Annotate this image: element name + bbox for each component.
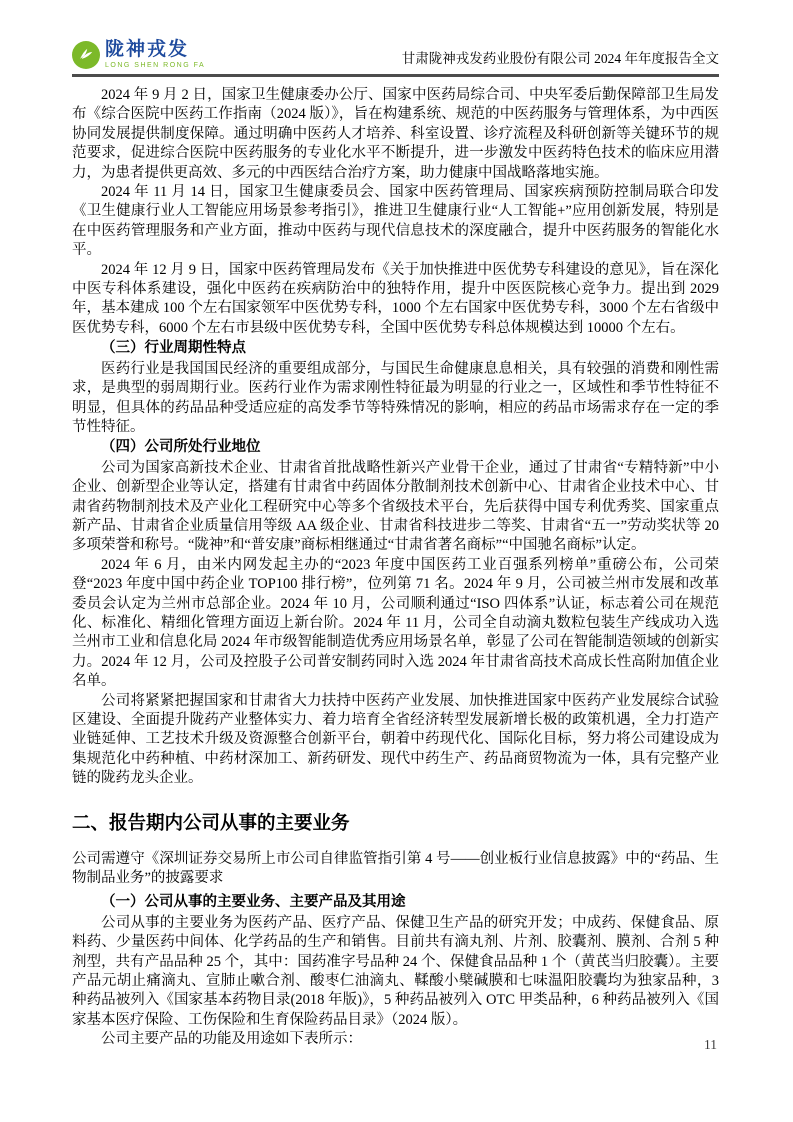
paragraph-policy-ai-health: 2024 年 11 月 14 日，国家卫生健康委员会、国家中医药管理局、国家疾病预防控制局联合印发《卫生健康行业人工智能应用场景参考指引》，推进卫生健康行业“人工智能+”应用创新发展，特别是在中医药管理服务和产业方面，推动中医药与现代信息技术的深度融合，提升中医药服务的智能化水平。 <box>72 184 719 259</box>
paragraph-disclosure-requirement: 公司需遵守《深圳证券交易所上市公司自律监管指引第 4 号——创业板行业信息披露》中的“药品、生物制品业务”的披露要求 <box>72 850 719 887</box>
paragraph-policy-hospital-guide: 2024 年 9 月 2 日，国家卫生健康委办公厅、国家中医药局综合司、中央军委后勤保障部卫生局发布《综合医院中医药工作指南（2024 版）》，旨在构建系统、规范的中医药服务与管理体系，为中西医协同发展提供制度保障。通过明确中医药人才培养、科室设置、诊疗流程及科研创新等关键环节的规范要求，促进综合医院中医药服务的专业化水平不断提升，进一步激发中医药特色技术的临床应用潜力，为患者提供更高效、多元的中西医结合治疗方案，助力健康中国战略落地实施。 <box>72 87 719 181</box>
paragraph-company-honors: 公司为国家高新技术企业、甘肃省首批战略性新兴产业骨干企业，通过了甘肃省“专精特新”中小企业、创新型企业等认定，搭建有甘肃省中药固体分散制剂技术创新中心、甘肃省企业技术中心、甘肃省药物制剂技术及产业化工程研究中心等多个省级技术平台，先后获得中国专利优秀奖、国家重点新产品、甘肃省企业质量信用等级 AA 级企业、甘肃省科技进步二等奖、甘肃省“五一”劳动奖状等 20 多项荣誉和称号。“陇神”和“普安康”商标相继通过“甘肃省著名商标”“中国驰名商标”认定。 <box>72 459 719 554</box>
heading-industry-cycle: （三）行业周期性特点 <box>101 340 246 357</box>
heading-business-products: （一）公司从事的主要业务、主要产品及其用途 <box>101 894 406 911</box>
paragraph-industry-cycle: 医药行业是我国国民经济的重要组成部分，与国民生命健康息息相关，具有较强的消费和刚性需求，是典型的弱周期行业。医药行业作为需求刚性特征最为明显的行业之一，区域性和季节性特征不明显，但具体的药品品种受适应症的高发季节等特殊情况的影响，相应的药品市场需求存在一定的季节性特征。 <box>72 360 719 435</box>
paragraph-main-products: 公司从事的主要业务为医药产品、医疗产品、保健卫生产品的研究开发；中成药、保健食品、原料药、少量医药中间体、化学药品的生产和销售。目前共有滴丸剂、片剂、胶囊剂、膜剂、合剂 5 种剂型，共有产品品种 25 个，其中：国药准字号品种 24 个、保健食品品种 1 个（黄芪当归胶囊）。主要产品元胡止痛滴丸、宣肺止嗽合剂、酸枣仁油滴丸、鞣酸小檗碱膜和七味温阳胶囊均为独家品种，3 种药品被列入《国家基本药物目录(2018 年版)》，5 种药品被列入 OTC 甲类品种，6 种药品被列入《国家基本医疗保险、工伤保险和生育保险药品目录》（2024 版）。 <box>72 914 719 1028</box>
heading-industry-position: （四）公司所处行业地位 <box>101 439 261 456</box>
heading-main-business: 二、报告期内公司从事的主要业务 <box>72 811 350 833</box>
report-header-title: 甘肃陇神戎发药业股份有限公司 2024 年年度报告全文 <box>401 51 719 66</box>
logo-bird-icon <box>72 41 100 69</box>
company-logo <box>72 40 205 69</box>
page-number: 11 <box>704 1037 717 1052</box>
logo-wordmark <box>105 40 205 69</box>
paragraph-company-awards-2024: 2024 年 6 月，由米内网发起主办的“2023 年度中国医药工业百强系列榜单”重磅公布，公司荣登“2023 年度中国中药企业 TOP100 排行榜”，位列第 71 名。2024 年 9 月，公司被兰州市发展和改革委员会认定为兰州市总部企业。2024 年 10 月，公司顺利通过“ISO 四体系”认证，标志着公司在规范化、标准化、精细化管理方面迈上新台阶。2024 年 11 月，公司全自动滴丸数粒包装生产线成功入选兰州市工业和信息化局 2024 年市级智能制造优秀应用场景名单，彰显了公司在智能制造领域的创新实力。2024 年 12 月，公司及控股子公司普安制药同时入选 2024 年甘肃省高技术高成长性高附加值企业名单。 <box>72 556 719 690</box>
page-header <box>72 40 719 77</box>
paragraph-company-strategy: 公司将紧紧把握国家和甘肃省大力扶持中医药产业发展、加快推进国家中医药产业发展综合试验区建设、全面提升陇药产业整体实力、着力培育全省经济转型发展新增长极的政策机遇，全力打造产业链延伸、工艺技术升级及资源整合创新平台，朝着中药现代化、国际化目标，努力将公司建设成为集规范化中药种植、中药材深加工、新药研发、现代中药生产、药品商贸物流为一体，具有完整产业链的陇药龙头企业。 <box>72 692 719 787</box>
report-body <box>72 86 719 1050</box>
paragraph-policy-tcm-specialty: 2024 年 12 月 9 日，国家中医药管理局发布《关于加快推进中医优势专科建设的意见》，旨在深化中医专科体系建设，强化中医药在疾病防治中的独特作用，提升中医医院核心竞争力。提出到 2029 年，基本建成 100 个左右国家领军中医优势专科，1000 个左右国家中医优势专科，3000 个左右省级中医优势专科，6000 个左右市县级中医优势专科，全国中医优势专科总体规模达到 10000 个左右。 <box>72 261 719 336</box>
header-rule <box>72 40 719 77</box>
logo-company-name-cn: 陇神戎发 <box>105 39 190 60</box>
logo-company-name-en: LONG SHEN RONG FA <box>105 62 206 69</box>
paragraph-products-table-intro: 公司主要产品的功能及用途如下表所示： <box>101 1031 362 1048</box>
